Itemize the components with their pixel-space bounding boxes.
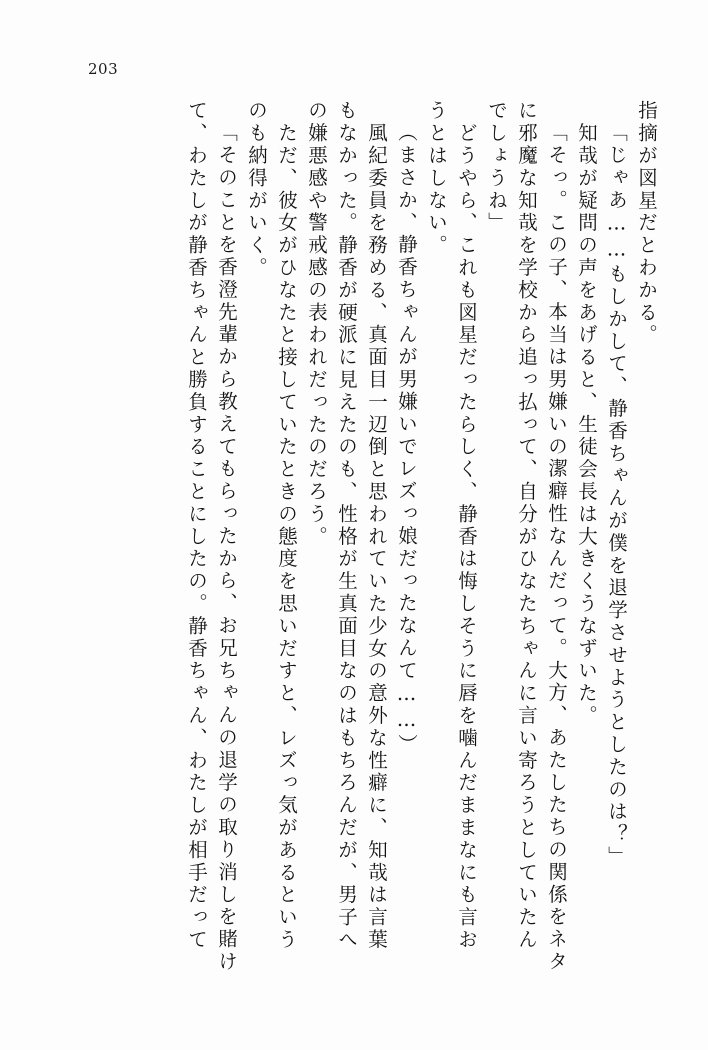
text-line: て、わたしが静香ちゃんと勝負することにしたの。静香ちゃん、わたしが相手だって — [185, 100, 208, 952]
text-line: どうやら、これも図星だったらしく、静香は悔しそうに唇を噛んだままなにも言お — [455, 100, 478, 952]
text-line: もなかった。静香が硬派に見えたのも、性格が生真面目なのはもちろんだが、男子へ — [335, 100, 358, 952]
text-line: 知哉が疑問の声をあげると、生徒会長は大きくうなずいた。 — [575, 100, 598, 728]
text-line: ただ、彼女がひなたと接していたときの態度を思いだすと、レズっ気があるという — [275, 100, 298, 952]
text-line: の嫌悪感や警戒感の表われだったのだろう。 — [305, 100, 328, 548]
text-line: （まさか、静香ちゃんが男嫌いでレズっ娘だったなんて……） — [395, 122, 418, 757]
text-line: 「じゃあ……もしかして、静香ちゃんが僕を退学させようとしたのは？」 — [605, 122, 628, 869]
text-line: でしょうね」 — [485, 100, 508, 235]
text-line: 「そっ。この子、本当は男嫌いの潔癖性なんだって。大方、あたしたちの関係をネタ — [545, 122, 568, 974]
page-number: 203 — [88, 60, 119, 78]
text-line: に邪魔な知哉を学校から追っ払って、自分がひなたちゃんに言い寄ろうとしていたん — [515, 100, 538, 952]
text-line: 風紀委員を務める、真面目一辺倒と思われていた少女の意外な性癖に、知哉は言葉 — [365, 100, 388, 952]
novel-text-body — [60, 100, 656, 1010]
text-line: 指摘が図星だとわかる。 — [635, 100, 658, 347]
text-line: 「そのことを香澄先輩から教えてもらったから、お兄ちゃんの退学の取り消しを賭け — [215, 122, 238, 974]
text-line: うとはしない。 — [425, 100, 448, 257]
text-line: のも納得がいく。 — [245, 100, 268, 280]
